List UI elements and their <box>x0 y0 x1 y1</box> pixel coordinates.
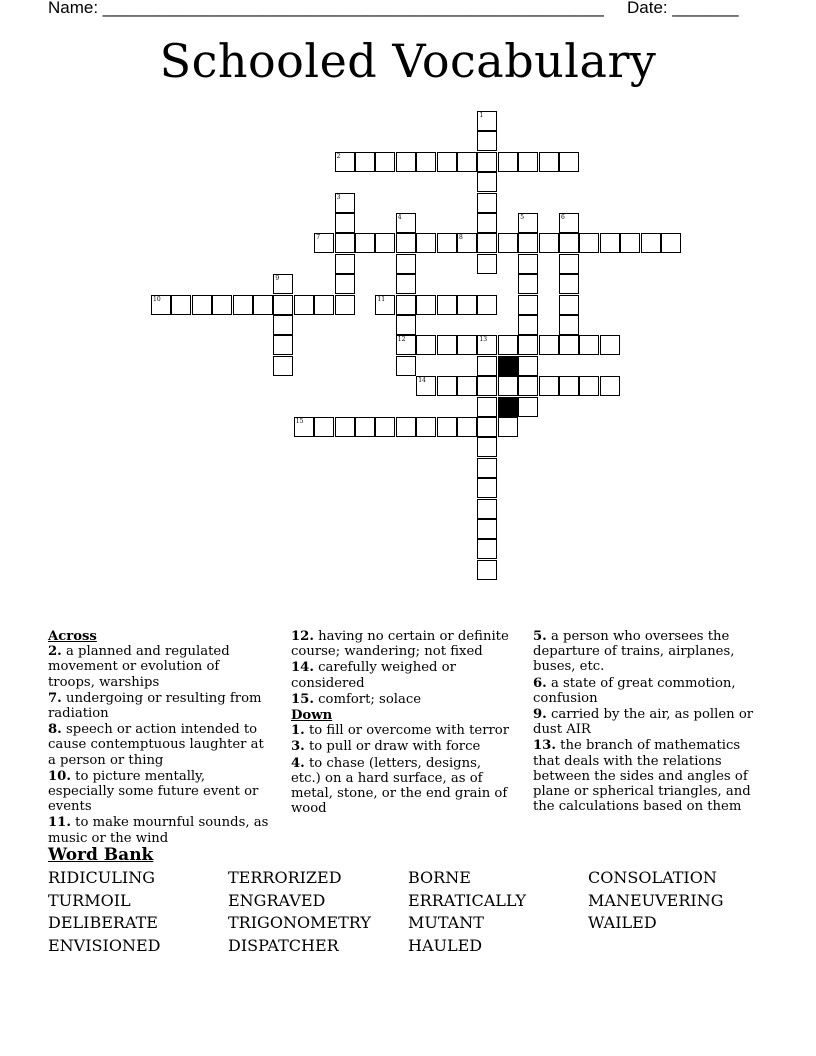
cell-number: 4 <box>397 214 402 221</box>
grid-cell[interactable] <box>416 295 436 315</box>
grid-cell[interactable] <box>539 376 559 396</box>
grid-cell[interactable] <box>335 254 355 274</box>
grid-cell[interactable] <box>559 233 579 253</box>
grid-cell[interactable] <box>171 295 191 315</box>
word-bank-item: ERRATICALLY <box>408 890 527 910</box>
grid-cell[interactable] <box>151 295 171 315</box>
grid-cell[interactable] <box>477 335 497 355</box>
cell-number: 3 <box>336 193 341 201</box>
cell-number: 9 <box>275 275 280 283</box>
grid-cell[interactable] <box>335 152 355 172</box>
grid-cell[interactable] <box>477 193 497 213</box>
grid-cell[interactable] <box>273 274 293 294</box>
grid-cell[interactable] <box>416 417 436 437</box>
grid-cell[interactable] <box>457 335 477 355</box>
grid-cell[interactable] <box>559 152 579 172</box>
grid-cell[interactable] <box>477 376 497 396</box>
clue-down-6: 6. a state of great commotion, confusion <box>533 675 736 706</box>
word-bank-item: TURMOIL <box>48 890 131 910</box>
word-bank-item: ENVISIONED <box>48 936 161 956</box>
cell-number: 6 <box>561 214 565 221</box>
grid-cell[interactable] <box>539 233 559 253</box>
grid-cell[interactable] <box>498 152 518 172</box>
grid-cell[interactable] <box>641 233 661 253</box>
clue-across-7: 7. undergoing or resulting from radiation <box>48 690 262 722</box>
grid-cell[interactable] <box>498 376 518 396</box>
clue-across-15: 15. comfort; solace <box>291 691 422 707</box>
grid-cell[interactable] <box>416 376 436 396</box>
grid-cell[interactable] <box>355 152 375 172</box>
grid-cell[interactable] <box>355 417 375 437</box>
grid-cell[interactable] <box>273 356 293 376</box>
grid-cell[interactable] <box>477 295 497 315</box>
grid-cell[interactable] <box>273 335 293 355</box>
word-bank-item: TERRORIZED <box>228 868 342 887</box>
grid-cell[interactable] <box>518 356 538 376</box>
grid-cell[interactable] <box>335 295 355 315</box>
grid-cell[interactable] <box>314 295 334 315</box>
grid-cell[interactable] <box>212 295 232 315</box>
grid-cell[interactable] <box>518 335 538 355</box>
word-bank-item: RIDICULING <box>48 868 155 887</box>
grid-cell[interactable] <box>518 213 538 233</box>
grid-cell[interactable] <box>579 376 599 396</box>
grid-cell[interactable] <box>396 152 416 172</box>
clue-down-4: 4. to chase (letters, designs, etc.) on a hard surface, as of metal, stone, or the end grain of wood <box>291 755 508 817</box>
grid-cell[interactable] <box>375 295 395 315</box>
grid-cell[interactable] <box>477 213 497 233</box>
cell-number: 7 <box>316 234 321 242</box>
cell-number: 13 <box>479 336 488 344</box>
grid-cell[interactable] <box>498 233 518 253</box>
grid-cell[interactable] <box>477 356 497 376</box>
cell-number: 12 <box>397 336 406 344</box>
grid-cell[interactable] <box>518 315 538 335</box>
grid-cell[interactable] <box>477 458 497 478</box>
grid-cell[interactable] <box>396 274 416 294</box>
grid-cell[interactable] <box>477 519 497 539</box>
word-bank-item: DELIBERATE <box>48 913 158 933</box>
word-bank-item: CONSOLATION <box>588 868 717 887</box>
grid-cell[interactable] <box>477 417 497 437</box>
grid-cell[interactable] <box>396 417 416 437</box>
grid-cell[interactable] <box>396 213 416 233</box>
grid-cell[interactable] <box>314 233 334 253</box>
grid-cell[interactable] <box>416 335 436 355</box>
grid-cell[interactable] <box>498 335 518 355</box>
grid-cell[interactable] <box>437 376 457 396</box>
grid-cell[interactable] <box>539 335 559 355</box>
grid-cell[interactable] <box>335 193 355 213</box>
date-field-label[interactable]: Date: _______ <box>627 0 739 17</box>
word-bank-item: ENGRAVED <box>228 890 326 910</box>
grid-cell[interactable] <box>335 213 355 233</box>
clue-across-11: 11. to make mournful sounds, as music or the wind <box>48 815 269 846</box>
grid-cell[interactable] <box>396 356 416 376</box>
grid-cell[interactable] <box>477 560 497 580</box>
grid-cell[interactable] <box>600 233 620 253</box>
grid-cell[interactable] <box>437 295 457 315</box>
grid-cell[interactable] <box>620 233 640 253</box>
clue-across-12: 12. having no certain or definite course; wandering; not fixed <box>291 629 509 660</box>
word-bank-item: MUTANT <box>408 913 484 933</box>
word-bank-title: Word Bank <box>48 845 154 865</box>
grid-cell[interactable] <box>518 295 538 315</box>
grid-cell[interactable] <box>273 295 293 315</box>
grid-cell[interactable] <box>518 152 538 172</box>
grid-cell[interactable] <box>457 376 477 396</box>
grid-cell[interactable] <box>437 335 457 355</box>
grid-cell[interactable] <box>559 376 579 396</box>
cell-number: 14 <box>418 377 426 385</box>
grid-cell[interactable] <box>294 295 314 315</box>
cell-number: 8 <box>459 234 463 242</box>
grid-cell[interactable] <box>273 315 293 335</box>
clue-across-14: 14. carefully weighed or considered <box>291 660 456 691</box>
grid-cell[interactable] <box>375 417 395 437</box>
clue-column-1 <box>48 629 270 847</box>
grid-cell[interactable] <box>457 417 477 437</box>
clue-down-3: 3. to pull or draw with force <box>291 739 481 755</box>
grid-cell[interactable] <box>396 233 416 253</box>
grid-cell[interactable] <box>498 417 518 437</box>
grid-cell[interactable] <box>477 539 497 559</box>
black-cell <box>498 397 518 417</box>
grid-cell[interactable] <box>559 213 579 233</box>
down-heading: Down <box>291 708 333 724</box>
grid-cell[interactable] <box>355 233 375 253</box>
grid-cell[interactable] <box>192 295 212 315</box>
grid-cell[interactable] <box>396 335 416 355</box>
grid-cell[interactable] <box>457 152 477 172</box>
cell-number: 11 <box>377 295 386 303</box>
grid-cell[interactable] <box>559 295 579 315</box>
grid-cell[interactable] <box>396 295 416 315</box>
grid-cell[interactable] <box>539 152 559 172</box>
clue-down-13: 13. the branch of mathematics that deals with the relations between the sides and angles of plane or spherical triangles, and the calculations based on them <box>533 738 751 815</box>
grid-cell[interactable] <box>335 233 355 253</box>
grid-cell[interactable] <box>518 254 538 274</box>
word-bank-item: MANEUVERING <box>588 890 724 910</box>
grid-cell[interactable] <box>457 233 477 253</box>
grid-cell[interactable] <box>335 274 355 294</box>
grid-cell[interactable] <box>396 315 416 335</box>
grid-cell[interactable] <box>559 254 579 274</box>
grid-cell[interactable] <box>518 233 538 253</box>
cell-number: 1 <box>479 112 484 119</box>
grid-cell[interactable] <box>314 417 334 437</box>
grid-cell[interactable] <box>294 417 314 437</box>
grid-cell[interactable] <box>600 335 620 355</box>
clue-down-5: 5. a person who oversees the departure of trains, airplanes, buses, etc. <box>533 629 735 675</box>
grid-cell[interactable] <box>477 152 497 172</box>
clue-column-3 <box>533 629 771 815</box>
clue-column-2 <box>291 629 513 817</box>
grid-cell[interactable] <box>477 233 497 253</box>
grid-cell[interactable] <box>559 315 579 335</box>
grid-cell[interactable] <box>375 233 395 253</box>
black-cell <box>498 356 518 376</box>
grid-cell[interactable] <box>477 254 497 274</box>
word-bank-item: HAULED <box>408 936 483 956</box>
grid-cell[interactable] <box>477 499 497 519</box>
page-title: Schooled Vocabulary <box>159 34 657 88</box>
grid-cell[interactable] <box>477 111 497 131</box>
word-bank-item: TRIGONOMETRY <box>228 913 371 933</box>
grid-cell[interactable] <box>559 335 579 355</box>
cell-number: 5 <box>520 214 525 221</box>
cell-number: 15 <box>295 418 304 425</box>
grid-cell[interactable] <box>579 335 599 355</box>
clue-across-2: 2. a planned and regulated movement or evolution of troops, warships <box>48 644 230 690</box>
clue-down-1: 1. to fill or overcome with terror <box>291 723 510 739</box>
name-field-label[interactable]: Name: _____________________________________________________ <box>48 0 604 17</box>
word-bank-item: WAILED <box>588 913 657 933</box>
grid-cell[interactable] <box>559 274 579 294</box>
grid-cell[interactable] <box>375 152 395 172</box>
grid-cell[interactable] <box>437 417 457 437</box>
grid-cell[interactable] <box>335 417 355 437</box>
grid-cell[interactable] <box>518 274 538 294</box>
grid-cell[interactable] <box>457 295 477 315</box>
grid-cell[interactable] <box>600 376 620 396</box>
grid-cell[interactable] <box>477 397 497 417</box>
grid-cell[interactable] <box>661 233 681 253</box>
grid-cell[interactable] <box>416 152 436 172</box>
across-heading: Across <box>48 629 97 644</box>
grid-cell[interactable] <box>477 437 497 457</box>
word-bank-item: BORNE <box>408 868 471 887</box>
grid-cell[interactable] <box>518 397 538 417</box>
grid-cell[interactable] <box>518 376 538 396</box>
grid-cell[interactable] <box>437 152 457 172</box>
grid-cell[interactable] <box>253 295 273 315</box>
grid-cell[interactable] <box>477 478 497 498</box>
clue-down-9: 9. carried by the air, as pollen or dust AIR <box>533 707 754 738</box>
grid-cell[interactable] <box>416 233 436 253</box>
grid-cell[interactable] <box>477 172 497 192</box>
cell-number: 2 <box>336 152 341 160</box>
grid-cell[interactable] <box>579 233 599 253</box>
grid-cell[interactable] <box>437 233 457 253</box>
cell-number: 10 <box>153 295 161 303</box>
clue-across-8: 8. speech or action intended to cause contemptuous laughter at a person or thing <box>48 722 264 768</box>
grid-cell[interactable] <box>233 295 253 315</box>
grid-cell[interactable] <box>396 254 416 274</box>
grid-cell[interactable] <box>477 131 497 151</box>
clue-across-10: 10. to picture mentally, especially some future event or events <box>48 768 259 815</box>
word-bank-item: DISPATCHER <box>228 936 339 956</box>
